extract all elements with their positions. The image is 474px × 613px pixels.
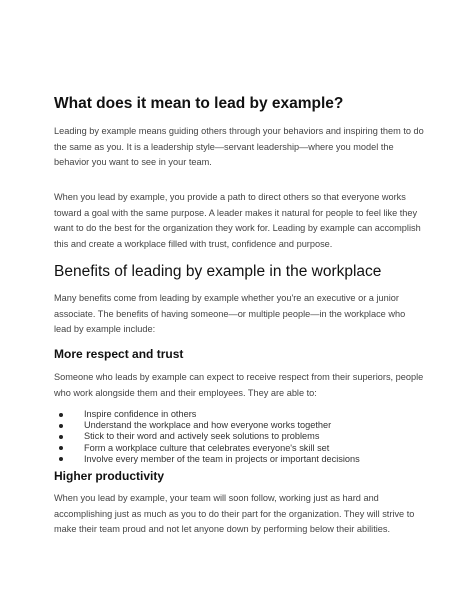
- bullet-item: [54, 420, 360, 431]
- bullet-item-text: Inspire confidence in others: [84, 409, 197, 419]
- paragraph-respect-trust: Someone who leads by example can expect to receive respect from their superiors, people who work alongside them and their employees. They are able to:: [54, 372, 424, 398]
- subsection-heading-higher-productivity: Higher productivity: [54, 469, 165, 483]
- paragraph-higher-productivity: When you lead by example, your team will soon follow, working just as hard and accomplishing just as much as you to do their part for the organization. They will strive to make their team proud and not let anyone down by performing below their abilities.: [54, 493, 415, 534]
- bullet-item: [54, 454, 360, 465]
- bullet-dot-icon: [59, 424, 63, 428]
- section-heading-benefits: Benefits of leading by example in the workplace: [54, 263, 382, 280]
- bullet-dot-icon: [59, 457, 63, 461]
- bullet-item-text: Involve every member of the team in projects or important decisions: [84, 453, 360, 464]
- bullet-dot-icon: [59, 435, 63, 439]
- paragraph-lead-by-example-definition: Leading by example means guiding others through your behaviors and inspiring them to do the same as you. It is a leadership style—servant leadership—where you model the behavior you want to see in your team.: [54, 126, 424, 167]
- respect-trust-bullet-list: [54, 409, 360, 465]
- section-heading-lead-by-example: What does it mean to lead by example?: [54, 95, 344, 112]
- bullet-item: [54, 431, 360, 442]
- bullet-dot-icon: [59, 413, 63, 417]
- paragraph-benefits-intro: Many benefits come from leading by example whether you're an executive or a junior associate. The benefits of having someone—or multiple people—in the workplace who lead by example include:: [54, 293, 406, 334]
- bullet-dot-icon: [59, 446, 63, 450]
- subsection-heading-respect-trust: More respect and trust: [54, 347, 184, 361]
- bullet-item-text: Stick to their word and actively seek solutions to problems: [84, 431, 320, 442]
- bullet-item-text: Understand the workplace and how everyone works together: [84, 420, 332, 431]
- bullet-item: [54, 409, 360, 420]
- bullet-item: [54, 443, 360, 454]
- paragraph-lead-by-example-path: When you lead by example, you provide a path to direct others so that everyone works toward a goal with the same purpose. A leader makes it natural for people to feel like they want to do the best for the organization they work for. Leading by example can accomplish this and create a workplace filled with trust, confidence and purpose.: [54, 192, 421, 249]
- bullet-item-text: Form a workplace culture that celebrates everyone's skill set: [84, 442, 330, 453]
